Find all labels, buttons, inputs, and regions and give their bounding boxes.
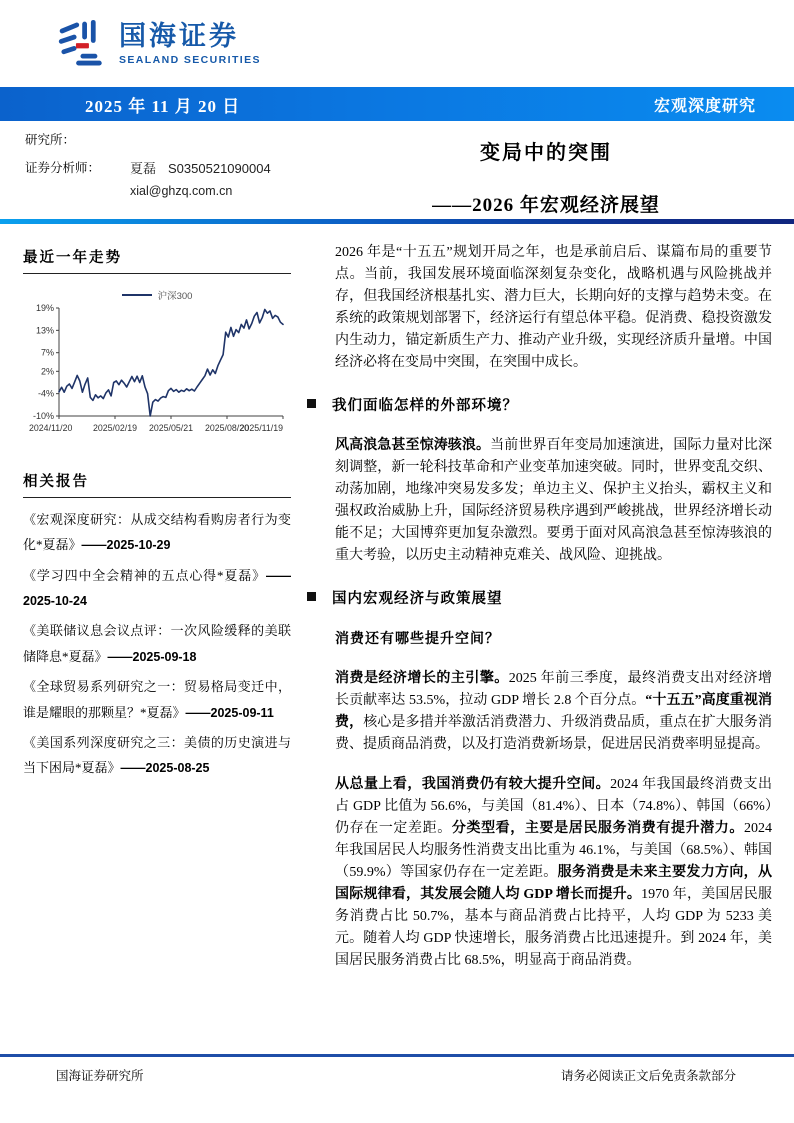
report-list-item — [23, 674, 291, 725]
report-list-item — [23, 507, 291, 558]
report-date-text: ——2025-09-11 — [185, 705, 274, 720]
logo-red-dash — [76, 43, 89, 48]
bold-text-segment: “十五五”高度重视消费， — [335, 693, 772, 730]
title-divider-rule — [0, 219, 794, 224]
hs300-trend-chart — [23, 304, 291, 446]
footer — [0, 1066, 794, 1084]
analyst-email: xial@ghzq.com.cn — [130, 184, 233, 199]
report-category: 宏观深度研究 — [653, 97, 756, 115]
footer-disclaimer: 请务必阅读正文后免责条款部分 — [560, 1069, 736, 1083]
bold-text-segment: 分类型看，主要是居民服务消费有提升潜力。 — [451, 821, 745, 836]
text-segment: 当前世界百年变局加速演进，国际力量对比深刻调整，新一轮科技革命和产业变革加速突破。同时，世界变乱交织、动荡加剧，地缘冲突易发多发；单边主义、保护主义抬头，霸权主义和强权政治威胁上升，国际经济贸易秩序遇到严峻挑战，世界经济增长动能不足；大国博弈更加复杂激烈。要勇于面对风高浪急甚至惊涛骇浪的重大考验，以历史主动精神克难关、战风险、迎挑战。 — [335, 438, 773, 563]
logo-text-block — [119, 20, 261, 66]
text-segment: 1970 年，美国居民服务消费占比 50.7%，基本与商品消费占比持平，人均 GDP 为 5233 美元。随着人均 GDP 快速增长，服务消费占比迅速提升。到 2024 年，美国居民服务消费占比 68.5%，明显高于商品消费。 — [335, 887, 773, 968]
report-list-item — [23, 563, 291, 614]
text-segment: 核心是多措并举激活消费潜力、升级消费品质，重点在扩大服务消费、提质商品消费，以及打造消费新场景，促进居民消费率明显提高。 — [335, 715, 773, 752]
footer-rule — [0, 1054, 794, 1057]
svg-text:2024/11/20: 2024/11/20 — [29, 423, 73, 433]
section-heading-domestic-outlook — [307, 587, 773, 608]
institute-row — [25, 131, 271, 150]
bold-text-segment: 消费是经济增长的主引擎。 — [335, 671, 509, 686]
report-date-text: ——2025-10-24 — [23, 568, 291, 609]
header-banner — [0, 87, 794, 121]
text-segment: 2025 年前三季度，最终消费支出对经济增长贡献率达 53.5%，拉动 GDP 增长 2.8 个百分点。 — [335, 671, 773, 708]
report-title: 变局中的突围 — [480, 142, 612, 164]
related-section-title: 相关报告 — [23, 470, 291, 498]
section-heading-external-env — [307, 394, 773, 415]
report-title-text: 《美国系列深度研究之三：美债的历史演进与当下困局*夏磊》 — [23, 734, 291, 776]
report-date-text: ——2025-08-25 — [120, 761, 210, 776]
consumption-engine-paragraph — [335, 668, 772, 756]
analyst-name-id — [130, 159, 271, 179]
bold-text-segment: 服务消费是未来主要发力方向，从国际规律看，其发展会随人均 GDP 增长而提升。 — [335, 865, 772, 902]
svg-text:2025/08/20: 2025/08/20 — [204, 423, 250, 433]
section-bullet-icon — [307, 592, 316, 601]
analyst-license-id: S0350521090004 — [168, 160, 271, 176]
related-reports-section — [23, 470, 291, 781]
institute-label: 研究所： — [25, 133, 76, 147]
logo-en-text: SEALAND SECURITIES — [119, 53, 261, 66]
trend-chart-block — [23, 288, 291, 446]
sealand-logo-icon — [55, 18, 109, 70]
report-title-text: 《宏观深度研究：从成交结构看购房者行为变化*夏磊》 — [23, 512, 291, 553]
analyst-name: 夏磊 — [130, 160, 157, 176]
section-heading-text: 国内宏观经济与政策展望 — [332, 591, 503, 607]
chart-legend — [23, 288, 291, 302]
text-segment: 2024 年我国居民人均服务性消费支出比重为 46.1%，与美国（68.5%）、韩国（59.9%）等国家仍存在一定差距。 — [335, 821, 773, 880]
analyst-label: 证券分析师： — [25, 160, 101, 175]
svg-text:13%: 13% — [35, 325, 54, 336]
section-heading-text: 我们面临怎样的外部环境？ — [332, 398, 518, 414]
report-title-text: 《美联储议息会议点评：一次风险缓释的美联储降息*夏磊》 — [23, 623, 291, 664]
bold-text-segment: 风高浪急甚至惊涛骇浪。 — [335, 438, 491, 453]
text-segment: 2024 年我国最终消费支出占 GDP 比值为 56.6%，与美国（81.4%）、日本（74.8%）、韩国（66%）仍存在一定差距。 — [335, 777, 773, 836]
text-segment: 2026 年是“十五五”规划开局之年，也是承前启后、谋篇布局的重要节点。当前，我国发展环境面临深刻复杂变化，战略机遇与风险挑战并存，但我国经济根基扎实、潜力巨大，长期向好的支撑与趋势未变。在系统的政策规划部署下，经济运行有望总体平稳。促消费、稳投资激发内生动力，锚定新质生产力、推动产业升级，实现经济质升量增。中国经济必将在变局中突围，在突围中成长。 — [335, 245, 772, 370]
svg-text:2%: 2% — [40, 366, 54, 377]
main-content — [307, 242, 773, 990]
report-date: 2025 年 11 月 20 日 — [85, 96, 241, 116]
report-list-item — [23, 730, 291, 781]
intro-paragraph — [335, 242, 772, 374]
bold-text-segment: 从总量上看，我国消费仍有较大提升空间。 — [335, 777, 611, 792]
logo-cn-text: 国海证券 — [119, 20, 239, 51]
title-block — [300, 136, 792, 217]
svg-text:2025/11/19: 2025/11/19 — [239, 423, 283, 433]
svg-text:-4%: -4% — [37, 388, 54, 399]
footer-institute: 国海证券研究所 — [56, 1069, 144, 1083]
section-bullet-icon — [307, 399, 316, 408]
report-date-text: ——2025-09-18 — [107, 649, 197, 664]
legend-label: 沪深300 — [157, 291, 193, 302]
trend-section-title: 最近一年走势 — [23, 246, 291, 274]
svg-text:7%: 7% — [40, 347, 54, 358]
analyst-meta — [25, 131, 271, 210]
svg-text:19%: 19% — [35, 304, 54, 313]
report-date-text: ——2025-10-29 — [81, 538, 171, 553]
svg-text:2025/05/21: 2025/05/21 — [148, 423, 194, 433]
report-list-item — [23, 618, 291, 669]
consumption-space-paragraph — [335, 774, 772, 972]
report-subtitle: ——2026 年宏观经济展望 — [432, 195, 660, 216]
brand-logo — [55, 18, 261, 70]
report-title-text: 《全球贸易系列研究之一：贸易格局变迁中，谁是耀眼的那颗星？*夏磊》 — [23, 679, 291, 720]
related-report-list — [23, 507, 291, 781]
report-title-text: 《学习四中全会精神的五点心得*夏磊》 — [23, 567, 266, 583]
external-env-paragraph — [335, 435, 772, 567]
sidebar — [23, 246, 291, 786]
analyst-values — [130, 159, 271, 201]
analyst-row — [25, 159, 271, 201]
consumption-subheading: 消费还有哪些提升空间？ — [335, 632, 500, 647]
svg-text:2025/02/19: 2025/02/19 — [92, 423, 138, 433]
svg-text:-10%: -10% — [32, 411, 54, 421]
legend-line-icon — [122, 294, 152, 296]
